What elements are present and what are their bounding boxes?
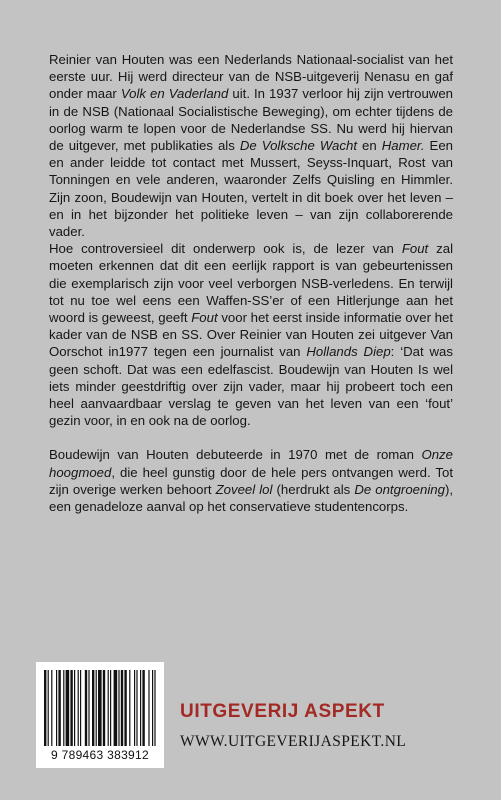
barcode-bar (96, 670, 97, 746)
barcode-bar (44, 670, 46, 746)
paragraph-3: Boudewijn van Houten debuteerde in 1970 met de roman Onze hoogmoed, die heel gunstig door de hele pers ontvangen werd. Tot zijn overige werken behoort Zoveel lol (herdrukt als De ontgroening), een genadeloze aanval op het conservatieve studentencorps. (49, 447, 453, 515)
barcode-bar (129, 670, 130, 746)
barcode-bar (124, 670, 126, 746)
barcode-bars (36, 662, 164, 748)
barcode-bar (48, 670, 49, 746)
barcode-bar (92, 670, 94, 746)
barcode-bar (103, 670, 105, 746)
barcode-bar (70, 670, 72, 746)
barcode-bar (80, 670, 81, 746)
barcode-bar (98, 670, 102, 746)
barcode-bar (154, 670, 155, 746)
barcode-bar (56, 670, 57, 746)
barcode-bar (152, 670, 153, 746)
publisher-website: WWW.UITGEVERIJASPEKT.NL (180, 733, 407, 750)
isbn-barcode (36, 662, 164, 768)
barcode-bar (85, 670, 87, 746)
barcode-bar (121, 670, 123, 746)
barcode-bar (110, 670, 111, 746)
barcode-bar (148, 670, 149, 746)
barcode-bar (88, 670, 89, 746)
barcode-bar (66, 670, 70, 746)
barcode-bar (142, 670, 144, 746)
barcode-bar (140, 670, 141, 746)
barcode-bar (51, 670, 52, 746)
back-cover-text (49, 51, 453, 515)
barcode-bar (63, 670, 64, 746)
barcode-bar (136, 670, 137, 746)
publisher-name: UITGEVERIJ ASPEKT (180, 701, 385, 722)
barcode-bar (78, 670, 79, 746)
barcode-bar (74, 670, 75, 746)
barcode-bar (108, 670, 109, 746)
barcode-bar (58, 670, 60, 746)
barcode-bar (118, 670, 119, 746)
isbn-digits: 9 789463 383912 (51, 748, 149, 762)
barcode-bar (134, 670, 135, 746)
barcode-bar (114, 670, 118, 746)
paragraph-1: Reinier van Houten was een Nederlands Nationaal-socialist van het eerste uur. Hij werd directeur van de NSB-uitgeverij Nenasu en gaf onder maar Volk en Vaderland uit. In 1937 verloor hij zijn vertrouwen in de NSB (Nationaal Socialistische Beweging), om echter tijdens de oorlog warm te lopen voor de Nederlandse SS. Nu werd hij hiervan de uitgever, met publikaties als De Volksche Wacht en Hamer. Een en ander leidde tot contact met Mussert, Seyss-Inquart, Rost van Tonningen en vele anderen, waaronder Zelfs Quisling en Himmler. Zijn zoon, Boudewijn van Houten, vertelt in dit boek over het leven – en in het bijzonder het politieke leven – van zijn collaborerende vader. (49, 52, 453, 240)
paragraph-2: Hoe controversieel dit onderwerp ook is, de lezer van Fout zal moeten erkennen dat dit een eerlijk rapport is van gebeurtenissen die exemplarisch zijn voor veel verborgen NSB-verledens. En terwijl tot nu toe wel eens een Waffen-SS’er of een Hitlerjunge aan het woord is geweest, geeft Fout voor het eerst inside informatie over het kader van de NSB en SS. Over Reinier van Houten zei uitgever Van Oorschot in1977 tegen een journalist van Hollands Diep: ‘Dat was geen schoft. Dat was een edelfascist. Boudewijn van Houten Is wel iets minder geestdriftig over zijn vader, maar hij probeert toch een heel aanvaardbaar verslag te geven van het leven van een ‘fout’ gezin voor, in en ook na de oorlog. (49, 241, 454, 429)
